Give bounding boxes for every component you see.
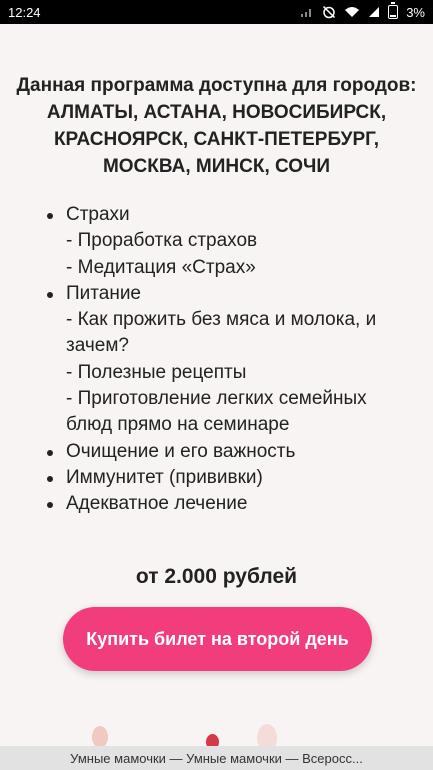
topic-strahi: Страхи <box>66 204 130 225</box>
topic-ochishenie: Очищение и его важность <box>66 440 296 462</box>
topic-immunitet: Иммунитет (прививки) <box>66 466 263 488</box>
cities-line: КРАСНОЯРСК, САНКТ-ПЕТЕРБУРГ, <box>53 129 380 150</box>
topic-pitanie: Питание <box>66 282 141 304</box>
list-item <box>44 439 394 465</box>
status-icons <box>300 5 425 20</box>
price-label: от 2.000 рублей <box>135 565 298 588</box>
list-item <box>44 281 394 439</box>
cities-heading: Данная программа доступна для городов: <box>16 75 417 96</box>
status-bar <box>0 0 433 24</box>
program-list <box>44 202 394 518</box>
page-content <box>0 24 433 746</box>
battery-percent: 3% <box>406 4 425 20</box>
alarm-off-icon <box>322 5 336 19</box>
browser-title-bar[interactable] <box>0 746 433 770</box>
cities-line: АЛМАТЫ, АСТАНА, НОВОСИБИРСК, <box>46 102 387 123</box>
list-item <box>44 465 394 491</box>
buy-ticket-button[interactable]: Купить билет на второй день <box>63 607 372 671</box>
list-item <box>44 491 394 517</box>
battery-icon <box>388 5 398 19</box>
subtopic: - Проработка страхов <box>66 230 258 252</box>
decorative-image <box>92 726 108 748</box>
wifi-icon <box>344 6 360 18</box>
cities-line: МОСКВА, МИНСК, СОЧИ <box>102 156 331 177</box>
subtopic: - Полезные рецепты <box>66 361 247 383</box>
subtopic: - Медитация «Страх» <box>66 256 256 278</box>
cellular-icon <box>368 6 380 18</box>
page-title: Умные мамочки — Умные мамочки — Всеросс... <box>70 750 363 766</box>
cities-block <box>10 72 423 180</box>
subtopic: - Приготовление легких семейных блюд прямо на семинаре <box>66 388 367 436</box>
topic-lechenie: Адекватное лечение <box>66 493 248 515</box>
list-item <box>44 202 394 281</box>
signal-icon <box>300 6 314 18</box>
status-time: 12:24 <box>8 4 41 20</box>
subtopic: - Как прожить без мяса и молока, и зачем? <box>66 309 377 357</box>
